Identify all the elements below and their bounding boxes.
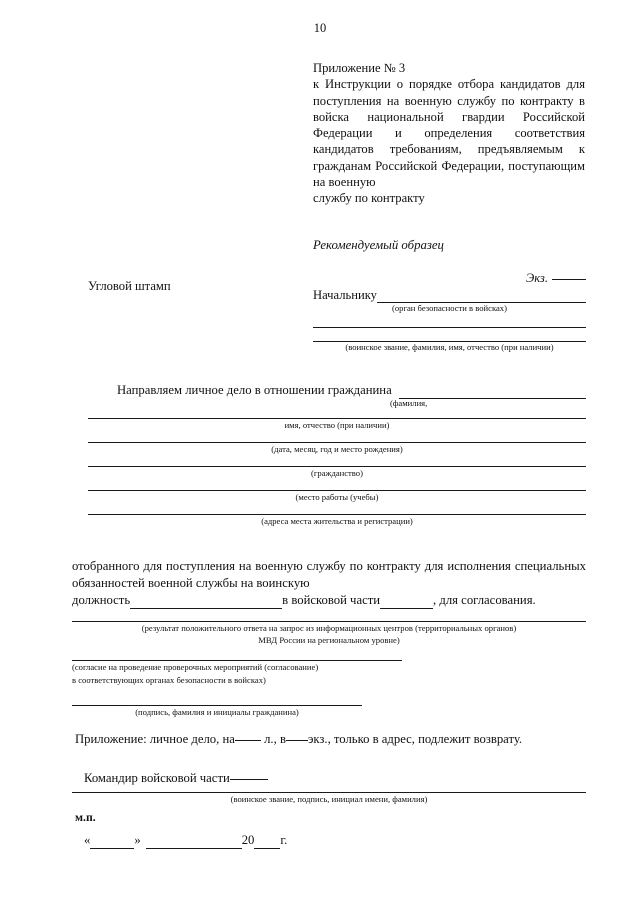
unit-blank[interactable] xyxy=(380,595,433,609)
date-year-suffix: г. xyxy=(280,833,288,847)
field-blank-line[interactable] xyxy=(88,514,586,515)
copy-number-row xyxy=(313,268,586,287)
addressee-block xyxy=(313,268,586,353)
appendix-last-line: службу по контракту xyxy=(313,191,425,206)
appendix-body: к Инструкции о порядке отбора кандидатов для поступления на военную службу по контракту в войска национальной гвардии Российской Федерации и определения соответствия кандидатов требованиям, предъявляемым к гражданам Российской Федерации, поступающим на военную xyxy=(313,77,585,190)
attachment-prefix: Приложение: личное дело, на xyxy=(75,732,235,746)
copy-label: Экз. xyxy=(525,271,548,285)
appendix-reference-block xyxy=(313,60,585,207)
position-label: должность xyxy=(72,593,131,607)
addressee-blank-line-1[interactable] xyxy=(313,327,586,328)
chief-organ-blank[interactable] xyxy=(377,289,586,303)
consent-caption-line-1: (согласие на проведение проверочных мероприятий (согласование) xyxy=(72,662,319,672)
commander-unit-blank[interactable] xyxy=(230,768,268,780)
approval-tail: , для согласования. xyxy=(433,593,536,607)
field-row xyxy=(88,466,586,479)
date-year-blank[interactable] xyxy=(254,836,280,849)
date-open-quote: « xyxy=(84,833,91,847)
position-unit-row xyxy=(72,592,586,609)
consent-caption-line-2: в соответствующих органах безопасности в войсках) xyxy=(72,674,266,685)
mvd-blank-line[interactable] xyxy=(72,621,586,622)
commander-signature-blank-line[interactable] xyxy=(72,792,586,793)
field-caption: (дата, месяц, год и место рождения) xyxy=(271,444,403,454)
send-personal-file-row xyxy=(117,383,586,399)
field-caption: имя, отчество (при наличии) xyxy=(284,420,390,430)
commander-signature-caption: (воинское звание, подпись, инициал имени, фамилия) xyxy=(230,794,428,804)
field-row xyxy=(88,514,586,527)
mvd-caption-line-2: МВД России на региональном уровне) xyxy=(258,635,400,645)
field-blank-line[interactable] xyxy=(88,418,586,419)
field-row xyxy=(88,490,586,503)
date-line xyxy=(84,832,287,849)
citizen-signature-caption: (подпись, фамилия и инициалы гражданина) xyxy=(135,707,299,717)
commander-label: Командир войсковой части xyxy=(84,771,230,785)
page-number: 10 xyxy=(313,21,327,35)
commander-line xyxy=(84,768,268,787)
caption-rank-name: (воинское звание, фамилия, имя, отчество (при наличии) xyxy=(345,342,554,353)
attachment-copies-blank[interactable] xyxy=(286,729,308,741)
field-caption: (адреса места жительства и регистрации) xyxy=(261,516,413,526)
date-month-blank[interactable] xyxy=(146,836,242,849)
field-blank-line[interactable] xyxy=(88,466,586,467)
citizen-signature-blank-line[interactable] xyxy=(72,705,362,706)
attachment-copies-unit: экз., только в адрес, подлежит возврату. xyxy=(307,732,523,746)
field-blank-line[interactable] xyxy=(88,442,586,443)
surname-blank[interactable] xyxy=(399,385,586,399)
recommended-sample-label: Рекомендуемый образец xyxy=(313,238,444,252)
citizen-fields xyxy=(88,418,586,538)
date-year-prefix: 20 xyxy=(241,833,255,847)
date-close-quote: » xyxy=(134,833,141,847)
appendix-title: Приложение № 3 xyxy=(313,61,406,75)
consent-blank-line[interactable] xyxy=(72,660,402,661)
attachment-sheets-blank[interactable] xyxy=(235,729,261,741)
mvd-caption-line-1: (результат положительного ответа на запрос из информационных центров (территориальных органов) xyxy=(141,623,517,633)
field-caption: (гражданство) xyxy=(311,468,363,478)
citizen-signature-block xyxy=(72,705,362,718)
caption-security-organ: (орган безопасности в войсках) xyxy=(392,303,507,314)
commander-signature-block xyxy=(72,792,586,805)
field-blank-line[interactable] xyxy=(88,490,586,491)
stamp-mark: м.п. xyxy=(75,810,96,824)
selection-paragraph xyxy=(72,558,586,609)
field-row xyxy=(88,418,586,431)
unit-label: в войсковой части xyxy=(282,593,381,607)
mvd-response-block xyxy=(72,621,586,646)
copy-number-blank[interactable] xyxy=(552,268,586,280)
selection-paragraph-text: отобранного для поступления на военную службу по контракту для исполнения специальных обязанностей военной службы на воинскую xyxy=(72,559,586,590)
chief-label: Начальнику xyxy=(313,287,377,302)
attachment-line xyxy=(75,729,522,748)
position-blank[interactable] xyxy=(130,595,282,609)
attachment-sheets-unit: л., в xyxy=(264,732,286,746)
chief-row xyxy=(313,288,586,304)
corner-stamp-label: Угловой штамп xyxy=(88,279,171,293)
caption-surname: (фамилия, xyxy=(390,398,428,408)
consent-block xyxy=(72,660,402,686)
send-personal-file-text: Направляем личное дело в отношении гражданина xyxy=(117,383,392,397)
field-caption: (место работы (учебы) xyxy=(295,492,379,502)
field-row xyxy=(88,442,586,455)
date-day-blank[interactable] xyxy=(90,836,134,849)
